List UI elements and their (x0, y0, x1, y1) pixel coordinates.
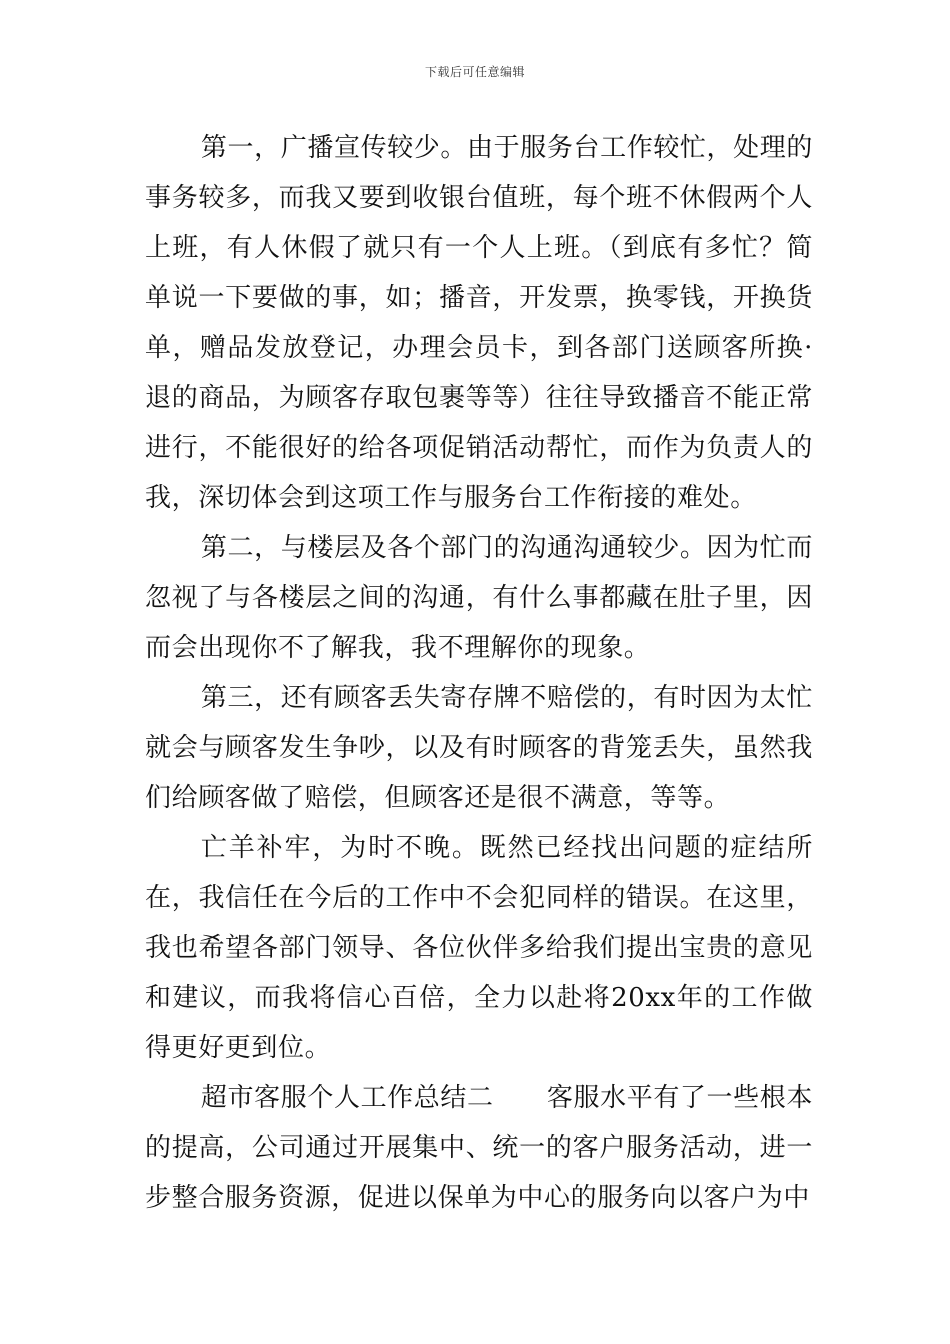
document-body (145, 123, 813, 1223)
page-header-note: 下载后可任意编辑 (424, 65, 525, 79)
paragraph-broadcast-issue: 第一，广播宣传较少。由于服务台工作较忙，处理的事务较多，而我又要到收银台值班，每个班不休假两个人上班，有人休假了就只有一个人上班。（到底有多忙？简单说一下要做的事，如；播音，开发票，换零钱，开换货单，赠品发放登记，办理会员卡，到各部门送顾客所换·退的商品，为顾客存取包裹等等）往往导致播音不能正常进行，不能很好的给各项促销活动帮忙，而作为负责人的我，深切体会到这项工作与服务台工作衔接的难处。 (145, 133, 813, 513)
paragraph-customer-compensation-issue: 第三，还有顾客丢失寄存牌不赔偿的，有时因为太忙就会与顾客发生争吵，以及有时顾客的背笼丢失，虽然我们给顾客做了赔偿，但顾客还是很不满意，等等。 (145, 683, 813, 813)
paragraph-communication-issue: 第二，与楼层及各个部门的沟通沟通较少。因为忙而忽视了与各楼层之间的沟通，有什么事都藏在肚子里，因而会出现你不了解我，我不理解你的现象。 (145, 533, 813, 663)
paragraph-summary-two-intro: 超市客服个人工作总结二 客服水平有了一些根本的提高，公司通过开展集中、统一的客户服务活动，进一步整合服务资源，促进以保单为中心的服务向以客户为中 (145, 1083, 813, 1213)
paragraph-improvement-resolution: 亡羊补牢，为时不晚。既然已经找出问题的症结所在，我信任在今后的工作中不会犯同样的错误。在这里，我也希望各部门领导、各位伙伴多给我们提出宝贵的意见和建议，而我将信心百倍，全力以赴将20xx年的工作做得更好更到位。 (145, 833, 813, 1063)
